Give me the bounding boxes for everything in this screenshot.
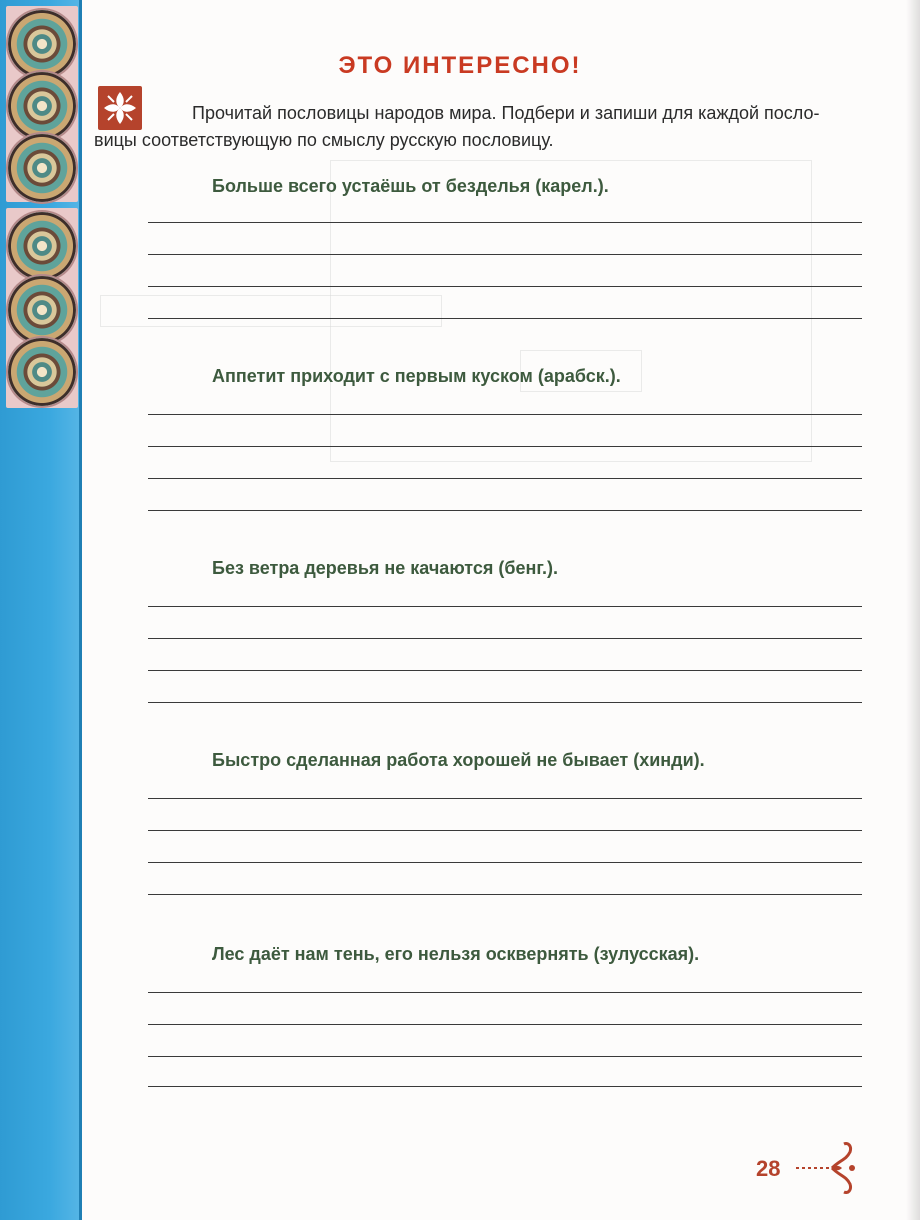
instruction-line-2: вицы соответствующую по смыслу русскую пословицу. <box>94 130 554 150</box>
answer-line[interactable] <box>148 510 862 511</box>
ornament-panel-bottom <box>6 208 78 408</box>
medallion-ornament-icon <box>8 134 76 202</box>
answer-line[interactable] <box>148 606 862 607</box>
scroll-ornament-icon <box>792 1138 862 1203</box>
answer-line[interactable] <box>148 1086 862 1087</box>
task-instruction <box>94 100 870 154</box>
answer-line[interactable] <box>148 254 862 255</box>
proverb-2: Аппетит приходит с первым куском (арабск.). <box>212 366 621 386</box>
page-edge-shadow <box>906 0 920 1220</box>
answer-line[interactable] <box>148 446 862 447</box>
answer-line[interactable] <box>148 670 862 671</box>
medallion-ornament-icon <box>8 72 76 140</box>
strip-edge <box>79 0 82 1220</box>
proverb-5: Лес даёт нам тень, его нельзя осквернять (зулусская). <box>212 944 700 964</box>
answer-line[interactable] <box>148 318 862 319</box>
page-number: 28 <box>756 1156 781 1181</box>
answer-line[interactable] <box>148 222 862 223</box>
show-through-grid <box>100 295 442 327</box>
proverb-4: Быстро сделанная работа хорошей не бывает (хинди). <box>212 750 705 770</box>
instruction-line-1: Прочитай пословицы народов мира. Подбери и запиши для каждой посло- <box>192 103 820 123</box>
medallion-ornament-icon <box>8 276 76 344</box>
answer-line[interactable] <box>148 798 862 799</box>
answer-line[interactable] <box>148 478 862 479</box>
answer-line[interactable] <box>148 862 862 863</box>
leaf-ornament-icon <box>98 86 142 130</box>
medallion-ornament-icon <box>8 212 76 280</box>
answer-line[interactable] <box>148 702 862 703</box>
proverb-3: Без ветра деревья не качаются (бенг.). <box>212 558 559 578</box>
answer-line[interactable] <box>148 638 862 639</box>
answer-line[interactable] <box>148 992 862 993</box>
proverb-1: Больше всего устаёшь от безделья (карел.). <box>212 176 609 196</box>
page-title: ЭТО ИНТЕРЕСНО! <box>338 52 582 79</box>
answer-line[interactable] <box>148 1056 862 1057</box>
answer-line[interactable] <box>148 286 862 287</box>
answer-line[interactable] <box>148 894 862 895</box>
answer-line[interactable] <box>148 830 862 831</box>
left-margin-strip <box>0 0 82 1220</box>
ornament-panel-top <box>6 6 78 202</box>
answer-line[interactable] <box>148 414 862 415</box>
medallion-ornament-icon <box>8 338 76 406</box>
answer-line[interactable] <box>148 1024 862 1025</box>
